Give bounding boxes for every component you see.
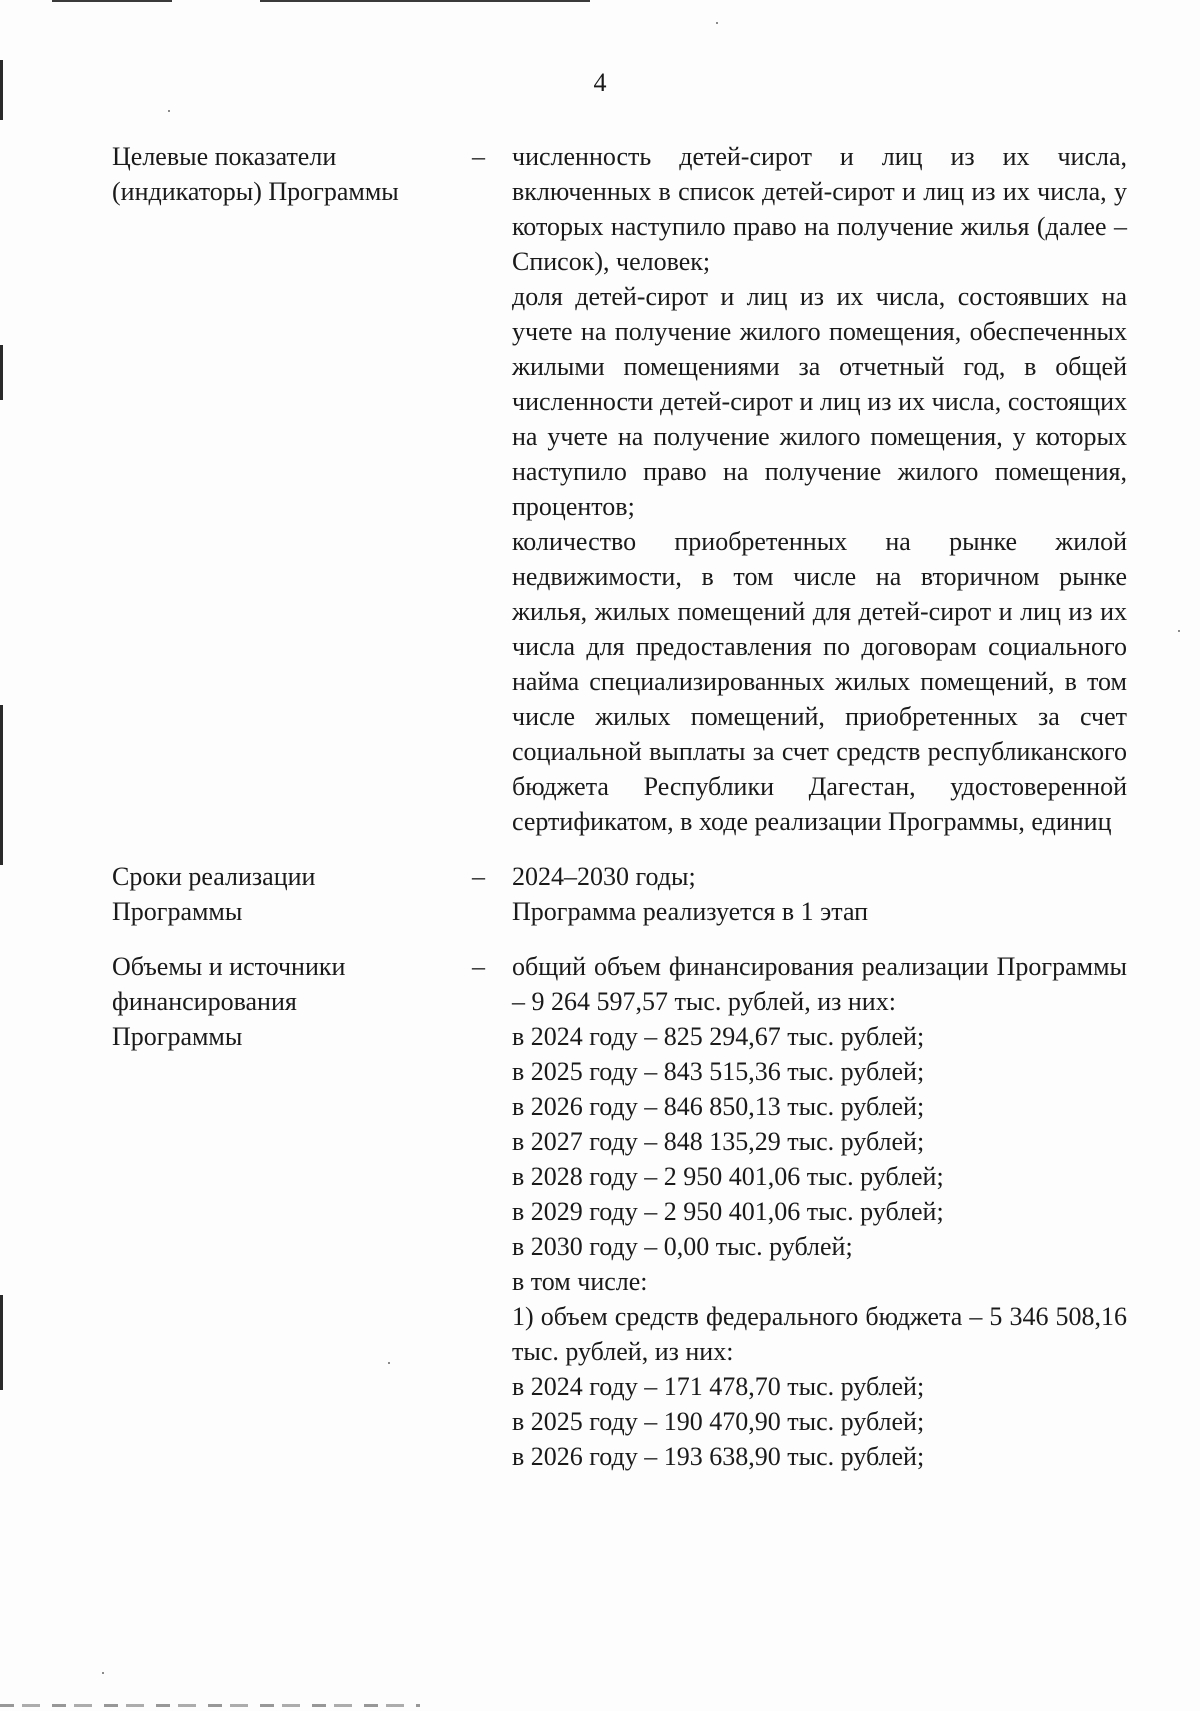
funding-including: в том числе:: [512, 1267, 648, 1296]
period-line: 2024–2030 годы;: [512, 862, 696, 891]
passport-row-funding: [112, 949, 1127, 1474]
scan-bottom-noise: [0, 1704, 420, 1707]
row-content: [512, 949, 1127, 1474]
row-dash: –: [472, 862, 485, 891]
scan-speck: [102, 1672, 104, 1674]
passport-row-target-indicators: [112, 139, 1127, 839]
scan-edge-line: [0, 705, 3, 865]
scan-speck: [1178, 630, 1180, 632]
row-content: [512, 139, 1127, 839]
federal-year-line: в 2025 году – 190 470,90 тыс. рублей;: [512, 1407, 925, 1436]
indicator-paragraph: доля детей-сирот и лиц из их числа, состоявших на учете на получение жилого помещения, обеспеченных жилыми помещениями за отчетный год, в общей численности детей-сирот и лиц из их числа, состоящих на учете на получение жилого помещения, у которых наступило право на получение жилого помещения, процентов;: [512, 282, 1127, 521]
funding-year-line: в 2024 году – 825 294,67 тыс. рублей;: [512, 1022, 925, 1051]
funding-year-line: в 2028 году – 2 950 401,06 тыс. рублей;: [512, 1162, 944, 1191]
scan-speck: [716, 22, 718, 24]
funding-year-line: в 2030 году – 0,00 тыс. рублей;: [512, 1232, 853, 1261]
row-label: Целевые показатели (индикаторы) Программы: [112, 142, 399, 206]
row-label: Объемы и источники финансирования Программы: [112, 952, 346, 1051]
row-dash: –: [472, 952, 485, 981]
row-dash: –: [472, 142, 485, 171]
funding-year-line: в 2029 году – 2 950 401,06 тыс. рублей;: [512, 1197, 944, 1226]
funding-year-line: в 2026 году – 846 850,13 тыс. рублей;: [512, 1092, 925, 1121]
passport-row-implementation-period: [112, 859, 1127, 929]
funding-year-line: в 2027 году – 848 135,29 тыс. рублей;: [512, 1127, 925, 1156]
row-content: [512, 859, 1127, 929]
scan-edge-line: [0, 1295, 3, 1390]
scan-speck: [168, 110, 170, 112]
indicator-paragraph: количество приобретенных на рынке жилой недвижимости, в том числе на вторичном рынке жилья, жилых помещений для детей-сирот и лиц из их числа для предоставления по договорам социального найма специализированных жилых помещений, в том числе жилых помещений, приобретенных за счет социальной выплаты за счет средств республиканского бюджета Республики Дагестан, удостоверенной сертификатом, в ходе реализации Программы, единиц: [512, 527, 1127, 836]
funding-year-line: в 2025 году – 843 515,36 тыс. рублей;: [512, 1057, 925, 1086]
federal-year-line: в 2026 году – 193 638,90 тыс. рублей;: [512, 1442, 925, 1471]
indicator-paragraph: численность детей-сирот и лиц из их числа, включенных в список детей-сирот и лиц из их числа, у которых наступило право на получение жилья (далее – Список), человек;: [512, 142, 1127, 276]
scan-top-rule: [260, 0, 590, 2]
period-line: Программа реализуется в 1 этап: [512, 897, 869, 926]
page-number: 4: [593, 68, 607, 97]
scan-edge-line: [0, 345, 3, 400]
program-passport-table: [112, 139, 1127, 1474]
federal-funding-intro: 1) объем средств федерального бюджета – 5 346 508,16 тыс. рублей, из них:: [512, 1302, 1127, 1366]
scan-top-rule: [52, 0, 172, 2]
federal-year-line: в 2024 году – 171 478,70 тыс. рублей;: [512, 1372, 925, 1401]
row-label: Сроки реализации Программы: [112, 862, 316, 926]
funding-intro: общий объем финансирования реализации Программы – 9 264 597,57 тыс. рублей, из них:: [512, 952, 1127, 1016]
